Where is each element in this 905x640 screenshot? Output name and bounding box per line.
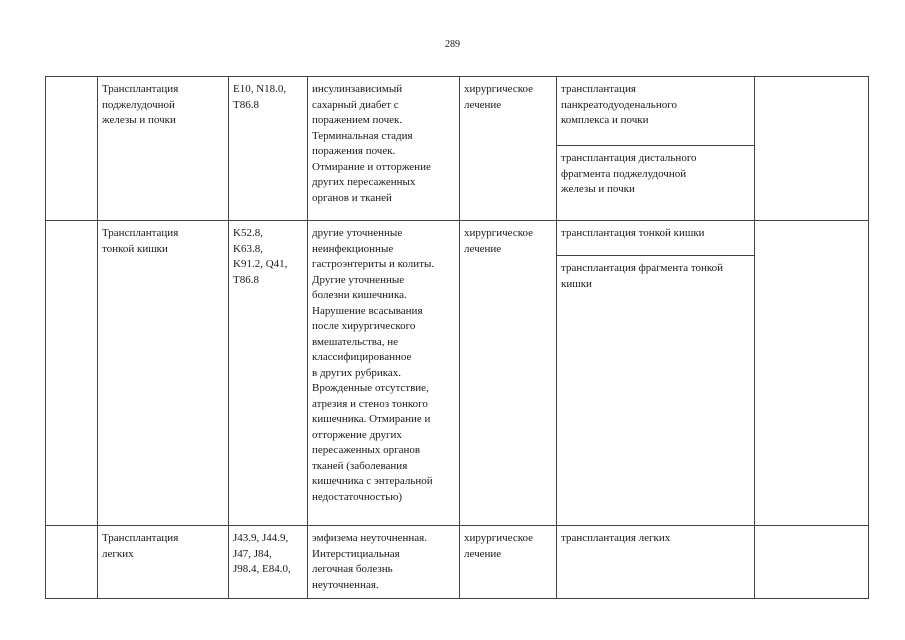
- procedure-name-cell: Трансплантация поджелудочной железы и почки: [98, 77, 229, 221]
- icd-codes-cell: J43.9, J44.9, J47, J84, J98.4, E84.0,: [229, 526, 308, 599]
- method-cell: трансплантация панкреатодуоденального комплекса и почки: [557, 77, 755, 146]
- method-cell: трансплантация тонкой кишки: [557, 221, 755, 256]
- disease-model-cell: другие уточненные неинфекционные гастроэнтериты и колиты. Другие уточненные болезни кишечника. Нарушение всасывания после хирургического вмешательства, не классифицированное в других рубриках. Врожденные отсутствие, атрезия и стеноз тонкого кишечника. Отмирание и отторжение других пересаженных органов тканей (заболевания кишечника с энтеральной недостаточностью): [308, 221, 460, 526]
- treatment-type-cell: хирургическое лечение: [460, 77, 557, 221]
- table-row: [46, 77, 869, 146]
- table-row: [46, 221, 869, 256]
- procedure-name-cell: Трансплантация легких: [98, 526, 229, 599]
- number-cell: [46, 221, 98, 526]
- table-row: [46, 526, 869, 599]
- disease-model-cell: инсулинзависимый сахарный диабет с поражением почек. Терминальная стадия поражения почек. Отмирание и отторжение других пересаженных органов и тканей: [308, 77, 460, 221]
- number-cell: [46, 77, 98, 221]
- treatment-table: [45, 76, 869, 599]
- method-cell: трансплантация легких: [557, 526, 755, 599]
- icd-codes-cell: E10, N18.0, T86.8: [229, 77, 308, 221]
- empty-cell: [755, 77, 869, 221]
- empty-cell: [755, 221, 869, 526]
- method-cell: трансплантация фрагмента тонкой кишки: [557, 256, 755, 526]
- method-cell: трансплантация дистального фрагмента поджелудочной железы и почки: [557, 146, 755, 221]
- treatment-type-cell: хирургическое лечение: [460, 526, 557, 599]
- icd-codes-cell: K52.8, K63.8, K91.2, Q41, T86.8: [229, 221, 308, 526]
- page-number: 289: [445, 39, 460, 50]
- procedure-name-cell: Трансплантация тонкой кишки: [98, 221, 229, 526]
- empty-cell: [755, 526, 869, 599]
- disease-model-cell: эмфизема неуточненная. Интерстициальная легочная болезнь неуточненная.: [308, 526, 460, 599]
- treatment-type-cell: хирургическое лечение: [460, 221, 557, 526]
- number-cell: [46, 526, 98, 599]
